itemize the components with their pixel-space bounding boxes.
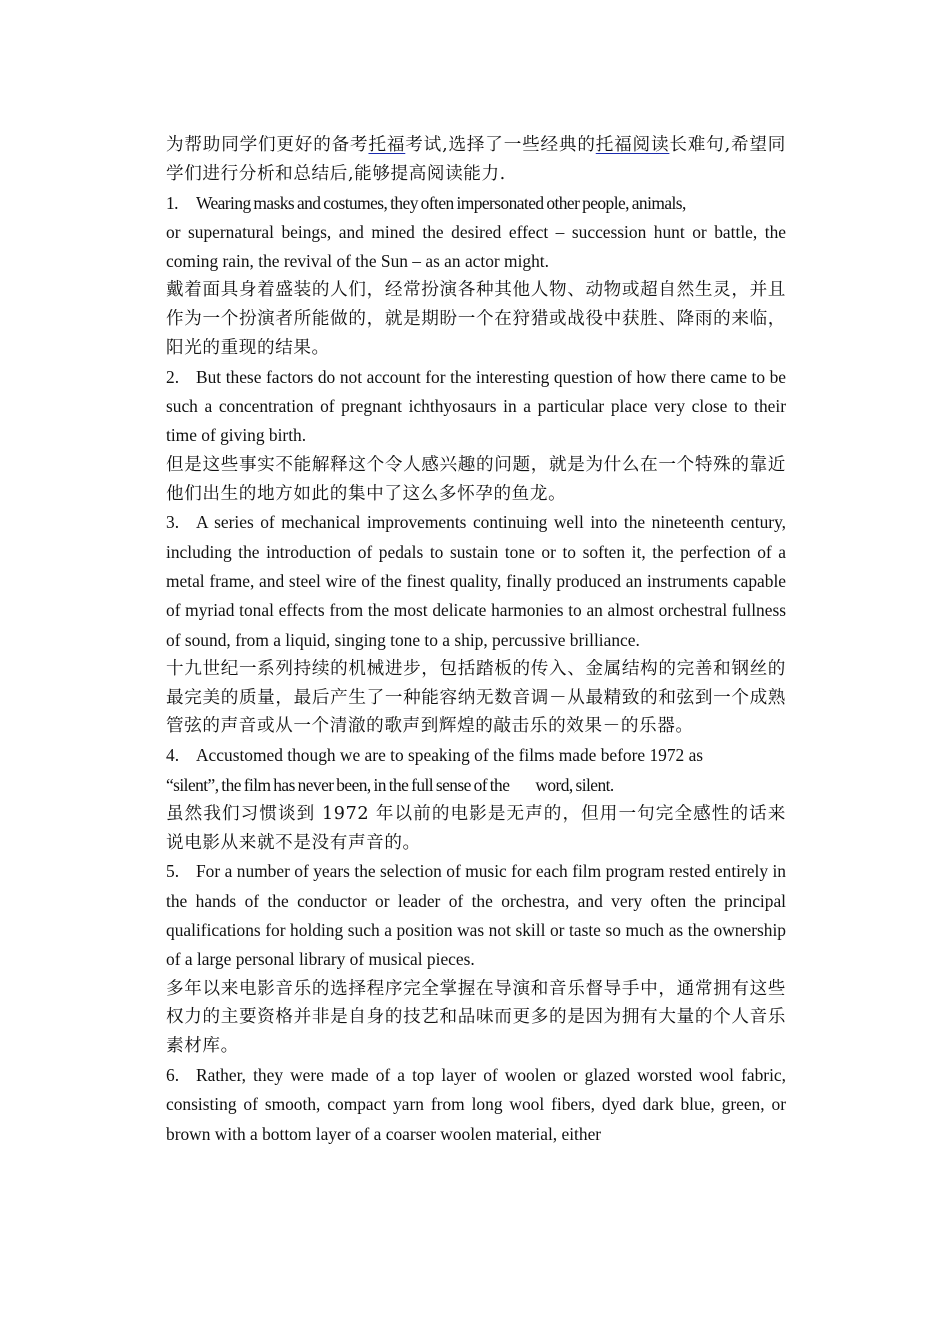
item-number: 4. <box>166 745 180 766</box>
english-sentence <box>166 363 786 451</box>
english-sentence <box>166 189 786 218</box>
chinese-translation: 戴着面具身着盛装的人们，经常扮演各种其他人物、动物或超自然生灵，并且作为一个扮演者所能做的，就是期盼一个在狩猎或战役中获胜、降雨的来临，阳光的重现的结果。 <box>166 280 786 359</box>
sentence-item-6 <box>166 1061 786 1149</box>
item-number: 3. <box>166 512 180 533</box>
sentence-item-1 <box>166 189 786 363</box>
english-sentence <box>166 1061 786 1149</box>
english-text: Wearing masks and costumes, they often impersonated other people, animals, <box>196 192 686 213</box>
english-text: Accustomed though we are to speaking of the films made before 1972 as <box>196 745 704 766</box>
intro-paragraph <box>166 131 786 189</box>
item-number: 5. <box>166 861 180 882</box>
english-text: For a number of years the selection of music for each film program rested entirely in the hands of the conductor or leader of the orchestra, and very often the principal qualifications for holding such a position was not skill or taste so much as the ownership of a large personal library of musical pieces. <box>166 861 786 970</box>
english-text: “silent”, the film has never been, in the full sense of the <box>166 774 510 795</box>
item-number: 2. <box>166 366 180 387</box>
toefl-reading-link[interactable]: 托福阅读 <box>595 135 670 155</box>
item-number: 1. <box>166 192 178 213</box>
english-text: word, silent. <box>535 774 614 795</box>
sentence-item-3 <box>166 508 786 741</box>
english-sentence <box>166 857 786 974</box>
chinese-translation: 十九世纪一系列持续的机械进步，包括踏板的传入、金属结构的完善和钢丝的最完美的质量，最后产生了一种能容纳无数音调－从最精致的和弦到一个成熟管弦的声音或从一个清澈的歌声到辉煌的敲击乐的效果－的乐器。 <box>166 658 786 737</box>
chinese-translation: 多年以来电影音乐的选择程序完全掌握在导演和音乐督导手中，通常拥有这些权力的主要资格并非是自身的技艺和品味而更多的是因为拥有大量的个人音乐素材库。 <box>166 978 786 1057</box>
intro-text: 长难句,希望同学们进行分析和总结后,能够提高阅读能力. <box>166 135 786 184</box>
english-sentence-continued: or supernatural beings, and mined the desired effect – succession hunt or battle, the coming rain, the revival of the Sun – as an actor might. <box>166 221 786 272</box>
intro-text: 为帮助同学们更好的备考 <box>166 135 369 155</box>
english-sentence <box>166 741 786 770</box>
sentence-item-2 <box>166 363 786 508</box>
toefl-link[interactable]: 托福 <box>368 135 406 155</box>
item-number: 6. <box>166 1065 180 1085</box>
chinese-translation: 但是这些事实不能解释这个令人感兴趣的问题，就是为什么在一个特殊的靠近他们出生的地方如此的集中了这么多怀孕的鱼龙。 <box>166 454 786 504</box>
english-text: But these factors do not account for the interesting question of how there came to be such a concentration of pregnant ichthyosaurs in a particular place very close to their time of giving birth. <box>166 366 786 446</box>
sentence-item-5 <box>166 857 786 1061</box>
document-page <box>166 131 786 1149</box>
sentence-item-4 <box>166 741 786 857</box>
chinese-translation: 虽然我们习惯谈到 1972 年以前的电影是无声的，但用一句完全感性的话来说电影从来就不是没有声音的。 <box>166 803 786 853</box>
english-text: Rather, they were made of a top layer of woolen or glazed worsted wool fabric, consisting of smooth, compact yarn from long wool fibers, dyed dark blue, green, or brown with a bottom layer of a coarser woolen material, either <box>166 1065 786 1144</box>
english-text: A series of mechanical improvements continuing well into the nineteenth century, including the introduction of pedals to sustain tone or to soften it, the perfection of a metal frame, and steel wire of the finest quality, finally produced an instruments capable of myriad tonal effects from the most delicate harmonies to an almost orchestral fullness of sound, from a liquid, singing tone to a ship, percussive brilliance. <box>166 512 786 650</box>
english-sentence-continued <box>166 771 786 800</box>
intro-text: 考试,选择了一些经典的 <box>405 135 596 155</box>
english-sentence <box>166 508 786 654</box>
